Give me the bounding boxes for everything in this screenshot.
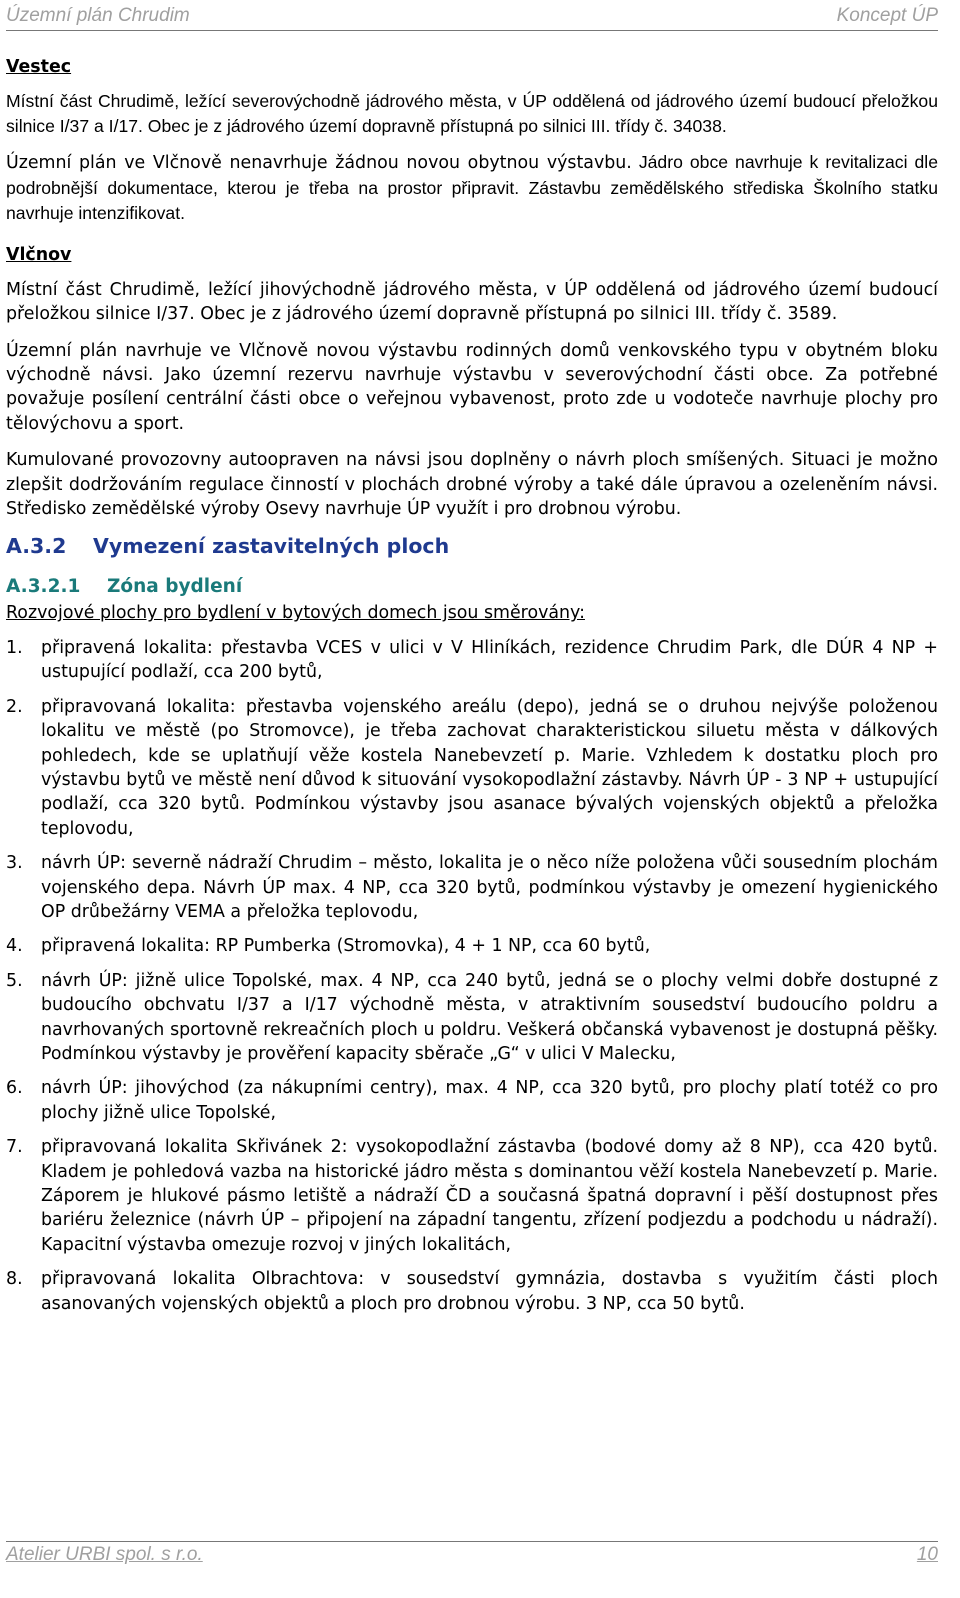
list-item-number: 7. <box>6 1137 23 1158</box>
list-item-number: 8. <box>6 1269 23 1290</box>
page-number: 10 <box>916 1544 938 1565</box>
header-document-stage: Koncept ÚP <box>836 5 938 26</box>
list-item-text: návrh ÚP: jihovýchod (za nákupními centry), max. 4 NP, cca 320 bytů, pro plochy platí totéž co pro plochy jižně ulice Topolské, <box>41 1078 938 1123</box>
section-title: Vymezení zastavitelných ploch <box>93 534 450 559</box>
vlcnov-paragraph-3: Kumulované provozovny autoopraven na návsi jsou doplněny o návrh ploch smíšených. Situaci je možno zlepšit dodržováním regulace činností v plochách drobné výroby a také dále úpravou a ozeleněním návsi. Středisko zemědělské výroby Osevy navrhuje ÚP využít i pro drobnou výrobu. <box>6 450 938 520</box>
page-header <box>6 4 938 31</box>
vlcnov-paragraph-1: Místní část Chrudimě, ležící jihovýchodně jádrového města, v ÚP oddělená od jádrového území budoucí přeložkou silnice I/37. Obec je z jádrového území dopravně přístupná po silnici III. třídy č. 3589. <box>6 279 938 325</box>
list-item-text: připravená lokalita: přestavba VCES v ulici v V Hliníkách, rezidence Chrudim Park, dle DÚR 4 NP + ustupující podlaží, cca 200 bytů, <box>41 637 938 683</box>
section-heading <box>6 531 938 561</box>
list-item-text: připravovaná lokalita Olbrachtova: v sousedství gymnázia, dostavba s využitím části ploch asanovaných vojenských objektů a ploch pro drobnou výrobu. 3 NP, cca 50 bytů. <box>41 1269 938 1314</box>
page-footer <box>6 1541 938 1568</box>
vestec-paragraph-2-part-a: Územní plán ve Vlčnově nenavrhuje žádnou novou obytnou výstavbu. <box>6 153 632 174</box>
page-content <box>6 55 938 1326</box>
list-item-text: připravovaná lokalita Skřivánek 2: vysokopodlažní zástavba (bodové domy až 8 NP), cca 420 bytů. Kladem je pohledová vazba na historické jádro města s dominantou věží kostela Nanebevzetí p. Marie. Záporem je hlukové pásmo letiště a nádraží ČD a současná špatná dopravní i pěší dostupnost přes bariéru železnice (návrh ÚP – připojení na západní tangentu, zřízení podjezdu a podchodu u nádraží). Kapacitní výstavba omezuje rozvoj v jiných lokalitách, <box>41 1137 938 1255</box>
vestec-paragraph-1: Místní část Chrudimě, ležící severovýchodně jádrového města, v ÚP oddělená od jádrového území budoucí přeložkou silnice I/37 a I/17. Obec je z jádrového území dopravně přístupná po silnici III. třídy č. 34038. <box>6 91 938 136</box>
subsection-heading <box>6 573 938 601</box>
list-item <box>6 636 938 685</box>
vestec-heading: Vestec <box>6 57 72 77</box>
list-item-text: návrh ÚP: jižně ulice Topolské, max. 4 NP, cca 240 bytů, jedná se o plochy velmi dobře dostupné z budoucího obchvatu I/37 a I/17 východně města, v atraktivním sousedství budoucího poldru a navrhovaných sportovně rekreačních ploch u poldru. Veškerá občanská vybavenost je dostupná pěšky. Podmínkou výstavby je prověření kapacity sběrače „G“ v ulici V Malecku, <box>41 970 938 1064</box>
list-item-text: návrh ÚP: severně nádraží Chrudim – město, lokalita je o něco níže položena vůči sousedním plochám vojenského depa. Návrh ÚP max. 4 NP, cca 320 bytů, podmínkou výstavby je omezení hygienického OP drůbežárny VEMA a přeložka teplovodu, <box>41 853 938 922</box>
list-item <box>6 1267 938 1316</box>
list-item-number: 5. <box>6 970 23 991</box>
subsection-title: Zóna bydlení <box>107 576 243 598</box>
list-item-text: připravovaná lokalita: přestavba vojenského areálu (depo), jedná se o druhou nejvýše položenou lokalitu ve městě (po Stromovce), je třeba zachovat charakteristickou siluetu města v dálkových pohledech, kde se uplatňují věže kostela Nanebevzetí p. Marie. Vzhledem k dostatku ploch pro výstavbu bytů ve městě není důvod k situování vysokopodlažní zástavby. Návrh ÚP - 3 NP + ustupující podlaží, cca 320 bytů. Podmínkou výstavby jsou asanace bývalých vojenských objektů a přeložka teplovodu, <box>41 696 938 839</box>
list-item <box>6 695 938 841</box>
list-item <box>6 934 938 958</box>
section-number: A.3.2 <box>6 534 67 559</box>
vlcnov-heading: Vlčnov <box>6 245 72 266</box>
footer-company: Atelier URBI spol. s r.o. <box>6 1544 203 1565</box>
header-document-title: Územní plán Chrudim <box>6 5 190 26</box>
list-item-number: 6. <box>6 1078 23 1099</box>
vestec-paragraph-2-part-b: Jádro obce navrhuje k revitalizaci dle podrobnější dokumentace, kterou je třeba na prostor připravit. Zástavbu zemědělského střediska Školního statku navrhuje intenzifikovat. <box>6 152 938 224</box>
vlcnov-paragraph-2: Územní plán navrhuje ve Vlčnově novou výstavbu rodinných domů venkovského typu v obytném bloku východně návsi. Jako územní rezervu navrhuje výstavbu v severovýchodní části obce. Za potřebné považuje posílení centrální části obce o veřejnou vybavenost, proto zde u vodoteče navrhuje plochy pro tělovýchovu a sport. <box>6 340 938 434</box>
list-intro: Rozvojové plochy pro bydlení v bytových domech jsou směrovány: <box>6 603 585 624</box>
list-item <box>6 969 938 1067</box>
list-item-text: připravená lokalita: RP Pumberka (Stromovka), 4 + 1 NP, cca 60 bytů, <box>41 936 651 957</box>
list-item <box>6 1076 938 1125</box>
list-item-number: 1. <box>6 637 23 658</box>
list-item-number: 3. <box>6 853 23 874</box>
list-item <box>6 851 938 924</box>
list-item-number: 4. <box>6 936 23 957</box>
list-item-number: 2. <box>6 696 23 717</box>
list-item <box>6 1135 938 1257</box>
development-areas-list <box>6 636 938 1316</box>
subsection-number: A.3.2.1 <box>6 576 81 598</box>
vestec-paragraph-2 <box>6 150 938 226</box>
